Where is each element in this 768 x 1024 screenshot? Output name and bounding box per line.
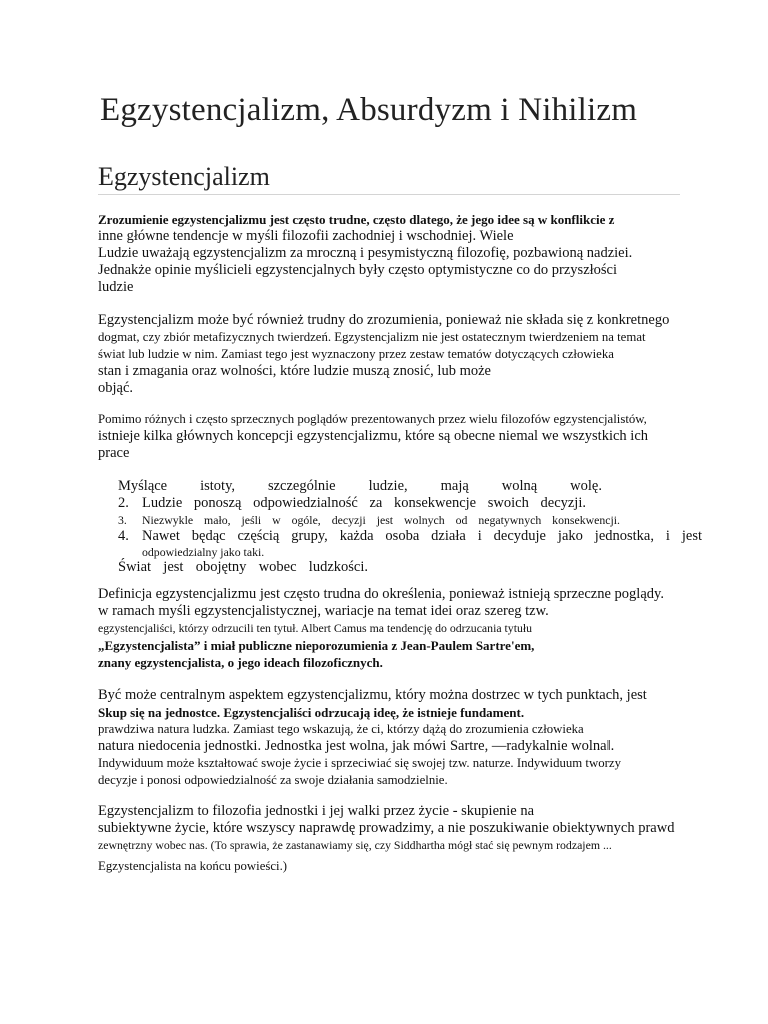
list-item — [118, 512, 702, 528]
text-line: Zrozumienie egzystencjalizmu jest często trudne, często dlatego, że jego idee są w konflikcie z — [98, 212, 615, 227]
text-line: Pomimo różnych i często sprzecznych poglądów prezentowanych przez wielu filozofów egzystencjalistów, — [98, 412, 647, 426]
text-line: Indywiduum może kształtować swoje życie i sprzeciwiać się swojej tzw. naturze. Indywiduum tworzy — [98, 756, 621, 770]
text-line: zewnętrzny wobec nas. (To sprawia, że zastanawiamy się, czy Siddhartha mógł stać się pewnym rodzajem ... — [98, 838, 612, 852]
text-line: ludzie — [98, 279, 134, 295]
paragraph-3 — [98, 411, 724, 462]
document-title: Egzystencjalizm, Absurdyzm i Nihilizm — [100, 92, 638, 128]
text-line: dogmat, czy zbiór metafizycznych twierdzeń. Egzystencjalizm nie jest ostatecznym twierdzeniem na temat — [98, 330, 646, 344]
text-line: Skup się na jednostce. Egzystencjaliści odrzucają ideę, że istnieje fundament. — [98, 705, 525, 720]
text-line: decyzje i ponosi odpowiedzialność za swoje działania samodzielnie. — [98, 773, 448, 787]
text-line: prace — [98, 445, 130, 461]
paragraph-5 — [98, 687, 724, 789]
text-line: egzystencjaliści, którzy odrzucili ten tytuł. Albert Camus ma tendencję do odrzucania tytułu — [98, 621, 533, 635]
paragraph-6 — [98, 803, 724, 875]
paragraph-4 — [98, 586, 724, 671]
list-item-text: Niezwykle mało, jeśli w ogóle, decyzji jest wolnych od negatywnych konsekwencji. — [142, 513, 620, 527]
list-item — [118, 528, 702, 545]
text-line: „Egzystencjalista” i miał publiczne nieporozumienia z Jean-Paulem Sartre'em, — [98, 638, 535, 653]
list-item — [118, 495, 702, 512]
paragraph-1 — [98, 211, 724, 296]
text-line: stan i zmagania oraz wolności, które ludzie muszą znosić, lub może — [98, 363, 491, 379]
text-line: objąć. — [98, 380, 134, 396]
list-item-text: Myślące istoty, szczególnie ludzie, mają wolną wolę. — [118, 478, 602, 494]
text-line: Egzystencjalizm może być również trudny do zrozumienia, ponieważ nie składa się z konkretnego — [98, 312, 670, 328]
text-line: Jednakże opinie myślicieli egzystencjalnych były często optymistyczne co do przyszłości — [98, 262, 618, 278]
text-line: inne główne tendencje w myśli filozofii zachodniej i wschodniej. Wiele — [98, 228, 514, 244]
list-number: 2. — [118, 495, 129, 511]
list-number: 3. — [118, 513, 127, 527]
list-number: 4. — [118, 528, 129, 544]
list-item-text: Nawet będąc częścią grupy, każda osoba działa i decyduje jako jednostka, i jest — [142, 528, 702, 544]
text-line: znany egzystencjalista, o jego ideach filozoficznych. — [98, 655, 383, 670]
text-line: Egzystencjalista na końcu powieści.) — [98, 859, 288, 873]
list-item — [118, 478, 702, 495]
concepts-list — [118, 478, 702, 576]
text-line: Egzystencjalizm to filozofia jednostki i jej walki przez życie - skupienie na — [98, 803, 535, 819]
text-line: prawdziwa natura ludzka. Zamiast tego wskazują, że ci, którzy dążą do zrozumienia człowieka — [98, 722, 584, 736]
section-heading: Egzystencjalizm — [98, 162, 680, 195]
text-line: Ludzie uważają egzystencjalizm za mroczną i pesymistyczną filozofię, pozbawioną nadziei. — [98, 245, 633, 261]
list-item-text: Ludzie ponoszą odpowiedzialność za konsekwencje swoich decyzji. — [142, 495, 586, 511]
text-line: Być może centralnym aspektem egzystencjalizmu, który można dostrzec w tych punktach, jest — [98, 687, 647, 703]
text-line: natura niedocenia jednostki. Jednostka jest wolna, jak mówi Sartre, ―radykalnie wolna‖. — [98, 738, 615, 754]
text-line: subiektywne życie, które wszyscy naprawdę prowadzimy, a nie poszukiwanie obiektywnych prawd — [98, 820, 675, 836]
text-line: świat lub ludzie w nim. Zamiast tego jest wyznaczony przez zestaw tematów dotyczących człowieka — [98, 347, 614, 361]
text-line: istnieje kilka głównych koncepcji egzystencjalizmu, które są obecne niemal we wszystkich ich — [98, 428, 649, 444]
paragraph-2 — [98, 312, 724, 397]
text-line: w ramach myśli egzystencjalistycznej, wariacje na temat idei oraz szereg tzw. — [98, 603, 549, 619]
list-item-text: Świat jest obojętny wobec ludzkości. — [118, 559, 368, 575]
text-line: Definicja egzystencjalizmu jest często trudna do określenia, ponieważ istnieją sprzeczne poglądy. — [98, 586, 664, 602]
list-item-continuation: odpowiedzialny jako taki. — [142, 545, 265, 559]
list-item — [118, 559, 702, 576]
